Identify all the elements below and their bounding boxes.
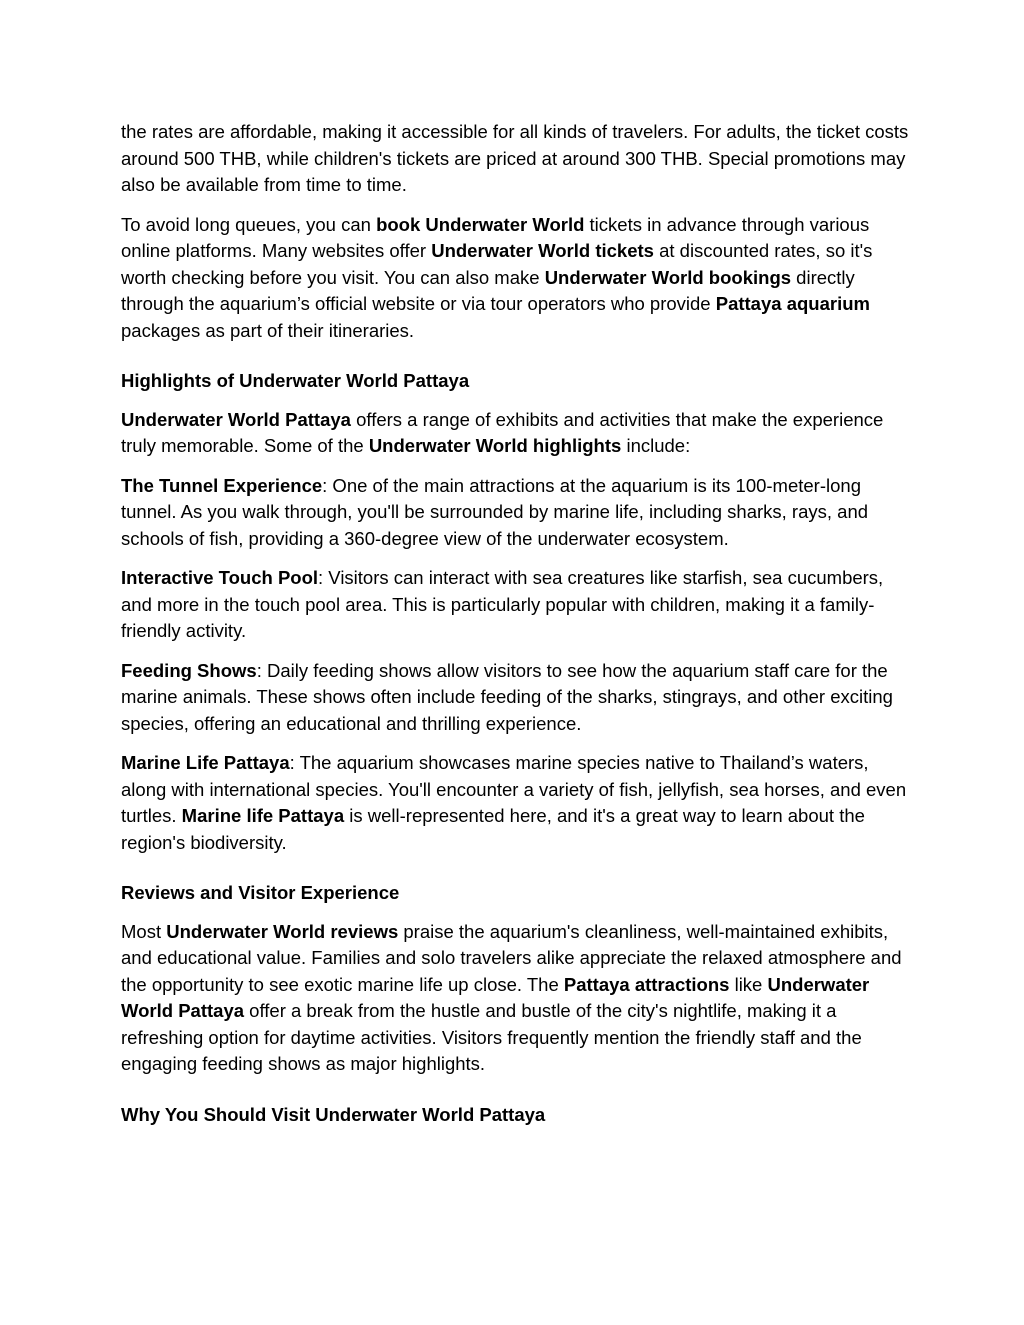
highlights-intro-text-2: include:	[621, 435, 691, 456]
booking-bold-4: Pattaya aquarium	[715, 293, 870, 314]
marine-life-text-2: is well-represented here, and it's a great way to learn about the region's biodiversity.	[121, 805, 865, 853]
tunnel-text: : One of the main attractions at the aquarium is its 100-meter-long tunnel. As you walk through, you'll be surrounded by marine life, including sharks, rays, and schools of fish, providing a 360-degree view of the underwater ecosystem.	[121, 474, 869, 549]
highlights-intro-bold-2: Underwater World highlights	[368, 435, 622, 456]
touch-pool-text: : Visitors can interact with sea creatures like starfish, sea cucumbers, and more in the touch pool area. This is particularly popular with children, making it a family-friendly activity.	[121, 567, 884, 641]
heading-why-visit: Why You Should Visit Underwater World Pattaya	[121, 1103, 546, 1125]
booking-text-5: packages as part of their itineraries.	[121, 319, 415, 341]
booking-text-4: directly through the aquarium’s official website or via tour operators who provide	[121, 266, 855, 314]
booking-paragraph	[121, 212, 911, 345]
highlights-intro-bold-1: Underwater World Pattaya	[121, 408, 351, 430]
booking-text-3: at discounted rates, so it's worth checking before you visit. You can also make	[121, 240, 873, 288]
heading-reviews: Reviews and Visitor Experience	[121, 882, 400, 903]
highlights-intro-text-1: offers a range of exhibits and activities that make the experience truly memorable. Some of the	[121, 408, 884, 456]
reviews-text-4: offer a break from the hustle and bustle of the city's nightlife, making it a refreshing option for daytime activities. Visitors frequently mention the friendly staff and the engaging feeding shows as major highlights.	[121, 1000, 862, 1074]
rates-paragraph	[121, 119, 911, 199]
marine-life-paragraph	[121, 750, 911, 856]
booking-text-1: To avoid long queues, you can	[121, 213, 377, 235]
reviews-text-1: Most	[121, 920, 167, 942]
heading-highlights: Highlights of Underwater World Pattaya	[121, 370, 470, 391]
feeding-text: : Daily feeding shows allow visitors to see how the aquarium staff care for the marine animals. These shows often include feeding of the sharks, stingrays, and other exciting species, offering an educational and thrilling experience.	[121, 659, 893, 734]
reviews-bold-1: Underwater World reviews	[166, 920, 399, 942]
marine-life-text-1: : The aquarium showcases marine species native to Thailand’s waters, along with international species. You'll encounter a variety of fish, jellyfish, sea horses, and even turtles.	[121, 752, 907, 826]
document-page	[121, 119, 911, 1140]
feeding-bold: Feeding Shows	[121, 659, 257, 681]
marine-life-bold-1: Marine Life Pattaya	[121, 752, 290, 773]
rates-text: the rates are affordable, making it accessible for all kinds of travelers. For adults, the ticket costs around 500 THB, while children's tickets are priced at around 300 THB. Special promotions may also be available from time to time.	[121, 121, 909, 195]
feeding-paragraph	[121, 658, 911, 738]
touch-pool-paragraph	[121, 565, 911, 645]
reviews-text-3: like	[729, 973, 768, 995]
booking-bold-1: book Underwater World	[376, 213, 585, 235]
tunnel-paragraph	[121, 473, 911, 553]
touch-pool-bold: Interactive Touch Pool	[121, 567, 319, 588]
reviews-bold-3: Underwater World Pattaya	[121, 973, 870, 1021]
reviews-paragraph	[121, 919, 911, 1078]
booking-bold-2: Underwater World tickets	[431, 240, 654, 261]
highlights-intro-paragraph	[121, 407, 911, 460]
booking-text-2: tickets in advance through various online platforms. Many websites offer	[121, 213, 870, 261]
tunnel-bold: The Tunnel Experience	[121, 474, 323, 496]
marine-life-bold-2: Marine life Pattaya	[181, 805, 345, 826]
reviews-bold-2: Pattaya attractions	[563, 973, 730, 995]
booking-bold-3: Underwater World bookings	[544, 266, 792, 288]
reviews-text-2: praise the aquarium's cleanliness, well-maintained exhibits, and educational value. Families and solo travelers alike appreciate the relaxed atmosphere and the opportunity to see exotic marine life up close. The	[121, 920, 902, 995]
